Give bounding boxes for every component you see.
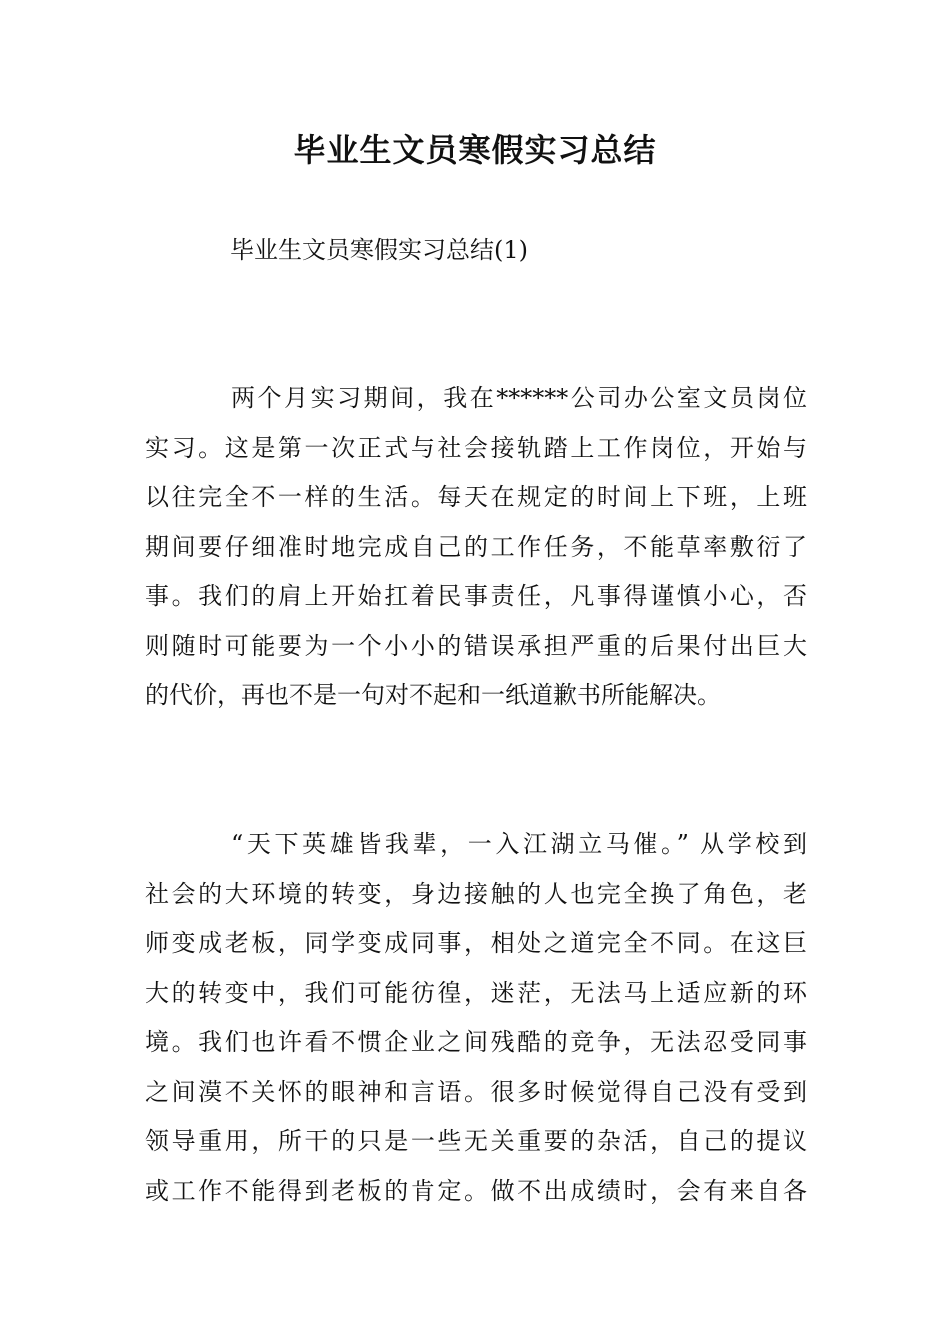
document-subtitle: 毕业生文员寒假实习总结(1) [230, 236, 528, 264]
paragraph-line: 以往完全不一样的生活。每天在规定的时间上下班，上班 [145, 483, 807, 511]
paragraph-2 [145, 820, 807, 1216]
paragraph-line: 之间漠不关怀的眼神和言语。很多时候觉得自己没有受到 [145, 1077, 807, 1106]
paragraph-line: 期间要仔细准时地完成自己的工作任务，不能草率敷衍了 [145, 532, 807, 561]
paragraph-line: 事。我们的肩上开始扛着民事责任，凡事得谨慎小心，否 [145, 582, 807, 610]
paragraph-line: 师变成老板，同学变成同事，相处之道完全不同。在这巨 [145, 929, 807, 957]
paragraph-line: 境。我们也许看不惯企业之间残酷的竞争，无法忍受同事 [145, 1028, 807, 1056]
paragraph-line: 领导重用，所干的只是一些无关重要的杂活，自己的提议 [145, 1127, 807, 1155]
paragraph-line: 大的转变中，我们可能彷徨，迷茫，无法马上适应新的环 [145, 978, 807, 1007]
paragraph-line: 两个月实习期间，我在******公司办公室文员岗位 [231, 384, 807, 412]
paragraph-1 [145, 374, 807, 721]
paragraph-line: 实习。这是第一次正式与社会接轨踏上工作岗位，开始与 [145, 433, 807, 462]
paragraph-line: 或工作不能得到老板的肯定。做不出成绩时，会有来自各 [145, 1176, 807, 1205]
paragraph-line: 社会的大环境的转变，身边接触的人也完全换了角色，老 [145, 879, 807, 908]
paragraph-line: “天下英雄皆我辈，一入江湖立马催。” 从学校到 [231, 830, 807, 858]
paragraph-line: 的代价，再也不是一句对不起和一纸道歉书所能解决。 [145, 681, 721, 709]
document-title: 毕业生文员寒假实习总结 [293, 131, 657, 169]
paragraph-line: 则随时可能要为一个小小的错误承担严重的后果付出巨大 [145, 631, 807, 660]
